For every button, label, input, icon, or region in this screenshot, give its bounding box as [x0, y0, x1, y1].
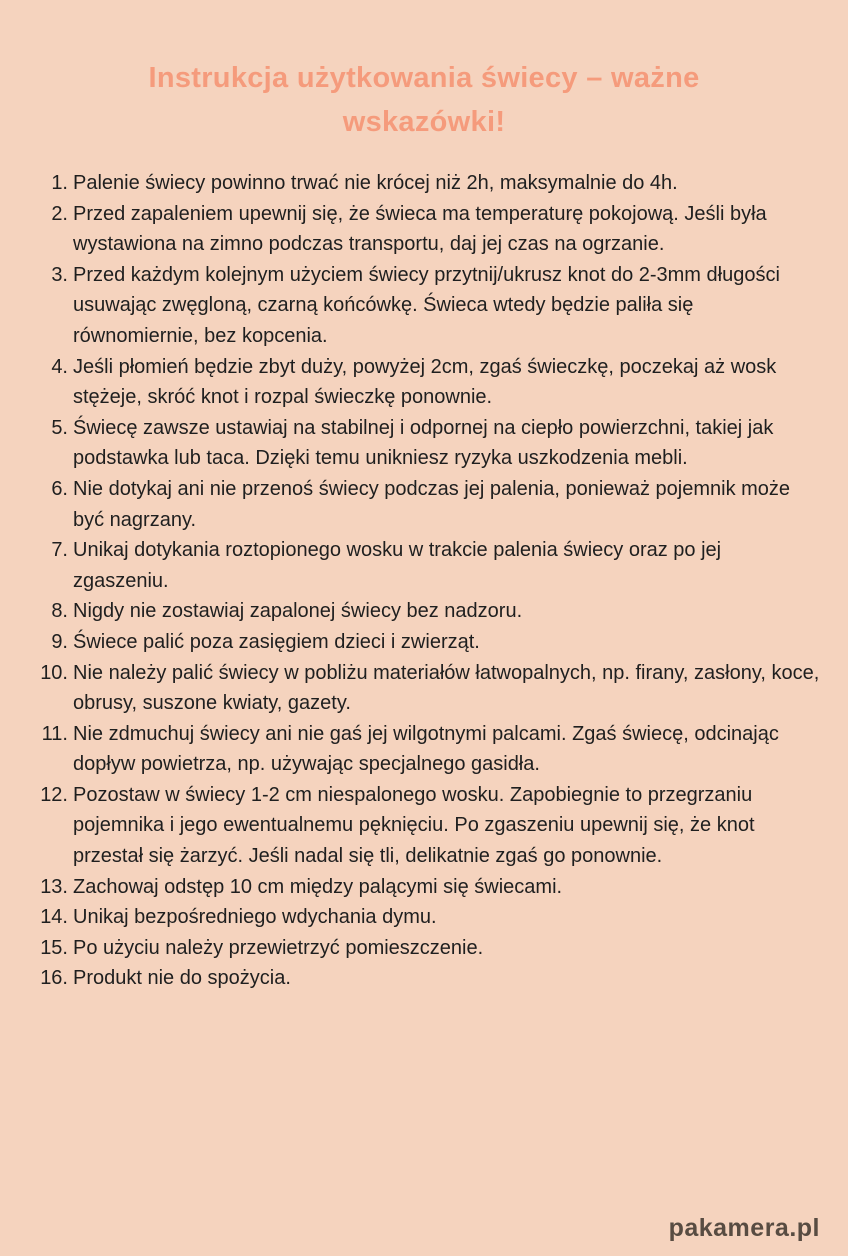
- list-item: [36, 413, 820, 474]
- pakamera-watermark: pakamera.pl: [668, 1214, 820, 1242]
- list-item: [36, 719, 820, 780]
- list-item: [36, 627, 820, 658]
- list-item: [36, 872, 820, 903]
- list-item-number: 9.: [51, 630, 68, 653]
- list-item: [36, 474, 820, 535]
- list-item-number: 5.: [51, 416, 68, 439]
- list-item-text: Świecę zawsze ustawiaj na stabilnej i odpornej na ciepło powierzchni, takiej jak podstawka lub taca. Dzięki temu unikniesz ryzyka uszkodzenia mebli.: [73, 416, 774, 470]
- list-item-number: 4.: [51, 355, 68, 378]
- list-item: [36, 658, 820, 719]
- list-item-text: Jeśli płomień będzie zbyt duży, powyżej 2cm, zgaś świeczkę, poczekaj aż wosk stężeje, skróć knot i rozpal świeczkę ponownie.: [73, 355, 777, 409]
- list-item: [36, 535, 820, 596]
- list-item-text: Unikaj dotykania roztopionego wosku w trakcie palenia świecy oraz po jej zgaszeniu.: [73, 539, 722, 592]
- list-item-text: Nigdy nie zostawiaj zapalonej świecy bez nadzoru.: [73, 600, 523, 623]
- list-item-text: Nie zdmuchuj świecy ani nie gaś jej wilgotnymi palcami. Zgaś świecę, odcinając dopływ powietrza, np. używając specjalnego gasidła.: [73, 722, 779, 776]
- list-item: [36, 168, 820, 199]
- list-item-text: Świece palić poza zasięgiem dzieci i zwierząt.: [73, 630, 480, 653]
- list-item-text: Nie należy palić świecy w pobliżu materiałów łatwopalnych, np. firany, zasłony, koce, obrusy, suszone kwiaty, gazety.: [73, 661, 820, 715]
- list-item-number: 6.: [51, 477, 68, 500]
- list-item-number: 16.: [40, 967, 68, 990]
- list-item-number: 7.: [51, 539, 68, 562]
- list-item-text: Zachowaj odstęp 10 cm między palącymi się świecami.: [73, 875, 563, 898]
- instruction-page: [0, 56, 848, 1256]
- list-item-number: 2.: [51, 202, 68, 225]
- list-item: [36, 596, 820, 627]
- list-item-text: Palenie świecy powinno trwać nie krócej niż 2h, maksymalnie do 4h.: [73, 172, 678, 194]
- list-item: [36, 199, 820, 260]
- list-item: [36, 963, 820, 994]
- list-item-number: 13.: [40, 875, 68, 898]
- instruction-list: [36, 168, 820, 994]
- list-item-number: 11.: [41, 722, 68, 745]
- list-item-text: Produkt nie do spożycia.: [73, 967, 291, 990]
- list-item-text: Po użyciu należy przewietrzyć pomieszczenie.: [73, 936, 484, 959]
- list-item-number: 10.: [40, 661, 68, 684]
- list-item: [36, 352, 820, 413]
- list-item-text: Przed każdym kolejnym użyciem świecy przytnij/ukrusz knot do 2-3mm długości usuwając zwęgloną, czarną końcówkę. Świeca wtedy będzie paliła się równomiernie, bez kopcenia.: [73, 263, 780, 347]
- list-item-text: Nie dotykaj ani nie przenoś świecy podczas jej palenia, ponieważ pojemnik może być nagrzany.: [73, 477, 791, 531]
- list-item: [36, 780, 820, 872]
- list-item-number: 14.: [40, 906, 68, 929]
- page-title: Instrukcja użytkowania świecy – ważne wskazówki!: [148, 62, 700, 138]
- list-item-number: 3.: [51, 263, 68, 286]
- list-item-number: 15.: [40, 936, 68, 959]
- list-item-text: Pozostaw w świecy 1-2 cm niespalonego wosku. Zapobiegnie to przegrzaniu pojemnika i jego ewentualnemu pęknięciu. Po zgaszeniu upewnij się, że knot przestał się żarzyć. Jeśli nadal się tli, delikatnie zgaś go ponownie.: [73, 783, 755, 868]
- list-item-number: 1.: [51, 172, 68, 194]
- list-item: [36, 902, 820, 933]
- list-item: [36, 260, 820, 352]
- list-item-number: 12.: [40, 783, 68, 806]
- list-item-text: Przed zapaleniem upewnij się, że świeca ma temperaturę pokojową. Jeśli była wystawiona na zimno podczas transportu, daj jej czas na ogrzanie.: [73, 202, 767, 256]
- list-item: [36, 933, 820, 964]
- list-item-text: Unikaj bezpośredniego wdychania dymu.: [73, 906, 437, 929]
- list-item-number: 8.: [51, 600, 68, 623]
